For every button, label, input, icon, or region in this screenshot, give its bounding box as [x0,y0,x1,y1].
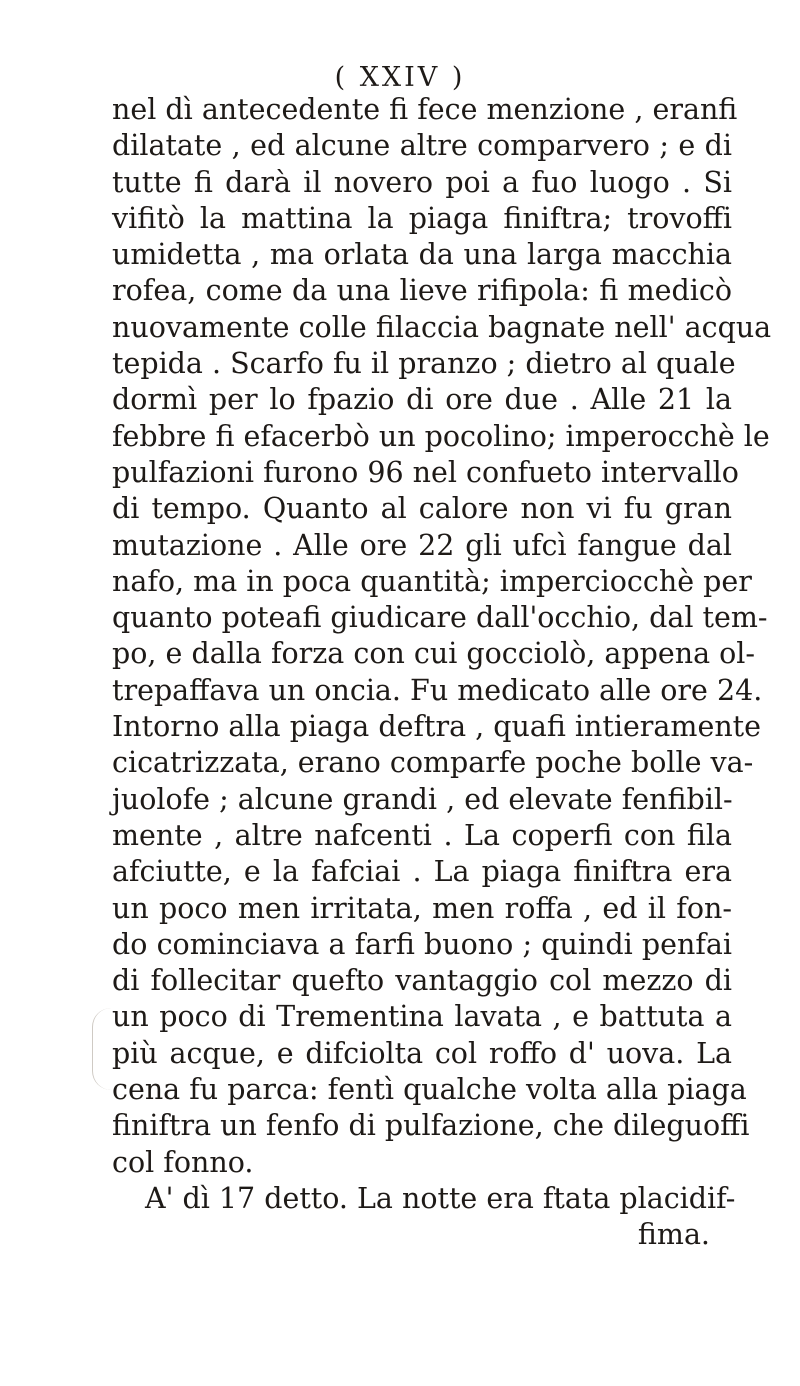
text-line: cena fu parca: fentì qualche volta alla piaga [112,1073,747,1107]
text-line: tepida . Scarfo fu il pranzo ; dietro al quale [112,347,736,381]
text-line: nel dì antecedente fi fece menzione , eranfi [112,93,738,126]
text-line: un poco men irritata, men roffa , ed il fon- [112,891,732,925]
text-line: do cominciava a farfi buono ; quindi penfai [112,927,732,961]
text-line: mente , altre nafcenti . La coperfi con fila [112,818,732,852]
text-line: tutte fi darà il novero poi a fuo luogo . Si [112,165,732,199]
text-line: A' dì 17 detto. La notte era ftata placidif- [145,1181,736,1215]
text-line: cicatrizzata, erano comparfe poche bolle va- [112,746,754,780]
text-line: di tempo. Quanto al calore non vi fu gran [112,492,732,526]
text-line: nafo, ma in poca quantità; imperciocchè per [112,564,752,598]
text-line: più acque, e difciolta col roffo d' uova. La [112,1036,732,1070]
text-line: fima. [637,1218,710,1252]
text-line: umidetta , ma orlata da una larga macchia [112,238,732,272]
text-line: di follecitar quefto vantaggio col mezzo di [112,964,732,998]
text-line: febbre fi efacerbò un pocolino; imperocchè le [112,419,770,453]
text-line: pulfazioni furono 96 nel confueto intervallo [112,455,739,489]
text-line: juolofe ; alcune grandi , ed elevate fenfibil- [112,782,733,816]
text-line: vifitò la mattina la piaga finiftra; trovoffi [112,201,732,235]
text-line: rofea, come da una lieve rifipola: fi medicò [112,274,732,308]
text-line: quanto poteafi giudicare dall'occhio, dal tem- [112,601,768,635]
text-line: dormì per lo fpazio di ore due . Alle 21 la [112,383,732,417]
text-line: finiftra un fenfo di pulfazione, che dileguoffi [112,1109,750,1143]
text-line: col fonno. [112,1145,254,1179]
text-line: un poco di Trementina lavata , e battuta a [112,1000,732,1034]
margin-pencil-mark [92,1008,111,1090]
text-line: Intorno alla piaga deftra , quafi intieramente [112,710,761,744]
body-text [112,92,772,1254]
text-line: trepaffava un oncia. Fu medicato alle ore 24. [112,673,763,707]
text-line: afciutte, e la fafciai . La piaga finiftra era [112,855,732,889]
text-line: po, e dalla forza con cui gocciolò, appena ol- [112,637,756,671]
running-head: ( XXIV ) [334,62,466,93]
text-line: mutazione . Alle ore 22 gli ufcì fangue dal [112,528,732,562]
text-line: dilatate , ed alcune altre comparvero ; e di [112,129,732,163]
text-line: nuovamente colle filaccia bagnate nell' acqua [112,310,772,344]
